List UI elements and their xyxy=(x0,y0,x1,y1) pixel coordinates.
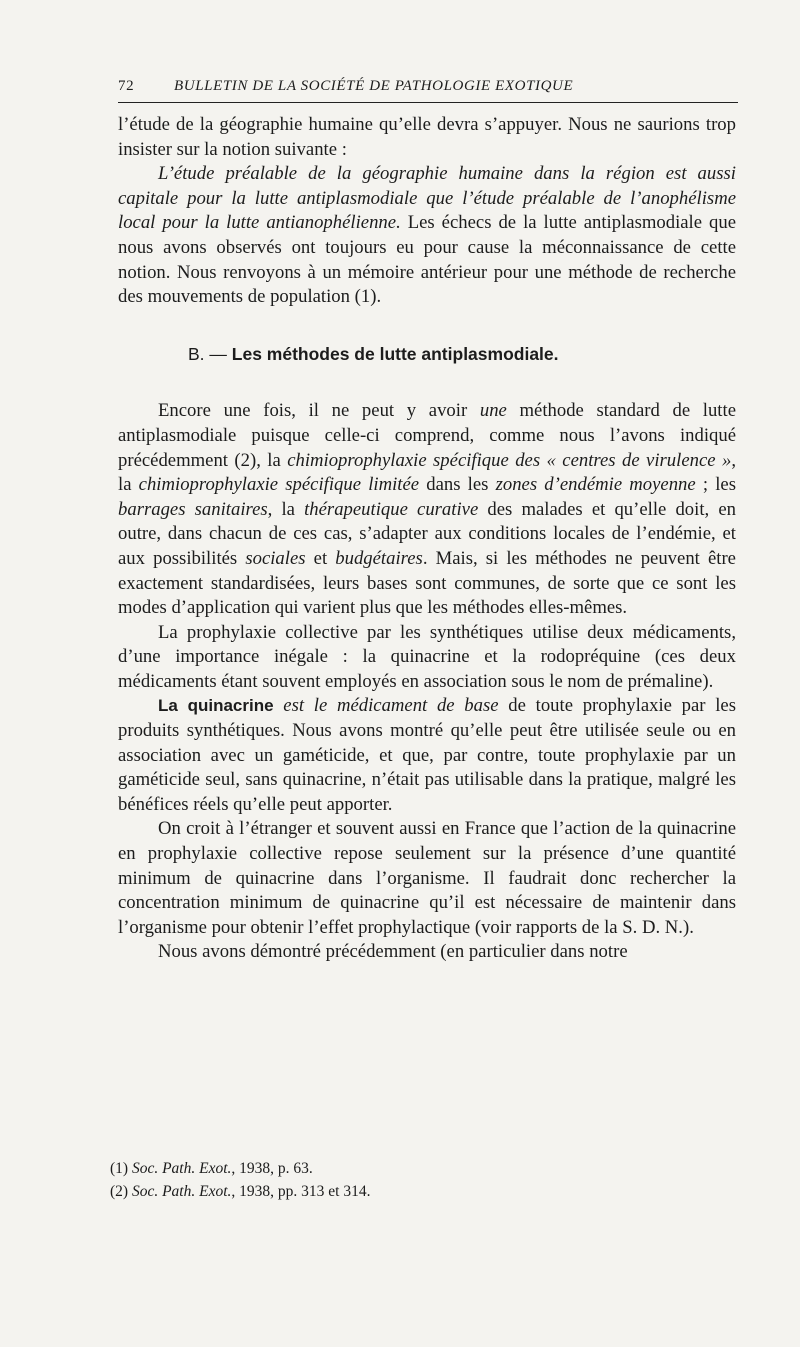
paragraph-6 xyxy=(118,817,736,940)
paragraph-2-text: Les échecs de la lutte antiplasmodiale que nous avons observés ont toujours eu pour cause la méconnaissance de cette notion. Nous renvoyons à un mémoire antérieur pour une méthode de recherche des mouvements de population (1). xyxy=(118,212,736,308)
paragraph-1 xyxy=(118,113,736,162)
running-header xyxy=(118,72,738,103)
paragraph-7 xyxy=(118,940,736,965)
emphasis-statement: L’étude préalable de la géographie humaine dans la région est aussi capitale pour la lutte antiplasmodiale que l’étude préalable de l’anophélisme local pour la lutte antianophélienne. xyxy=(118,163,736,234)
paragraph-4-text: La prophylaxie collective par les synthétiques utilise deux médicaments, d’une importance inégale : la quinacrine et la rodopréquine (ces deux médicaments étant souvent employés en association sous le nom de prémaline). xyxy=(118,621,736,692)
quinacrine-heading: La quinacrine xyxy=(158,696,274,716)
footnote-2-ref: , 1938, pp. 313 et 314. xyxy=(231,1183,371,1200)
p3-i2: chimioprophylaxie spécifique des « centres de virulence » xyxy=(287,449,732,471)
paragraph-3 xyxy=(118,399,736,620)
footnote-1-ref: , 1938, p. 63. xyxy=(231,1160,313,1177)
p3-i3: chimioprophylaxie spécifique limitée xyxy=(138,474,420,496)
paragraph-5-text: de toute prophylaxie par les produits synthétiques. Nous avons montré qu’elle peut être utilisée seule ou en association avec un gaméticide, et que, par contre, toute prophylaxie par un gaméticide seul, sans quinacrine, n’était pas utilisable dans la pratique, malgré les bénéfices réels qu’elle peut apporter. xyxy=(118,695,736,815)
p3-s4: dans les xyxy=(419,474,496,496)
p3-s9: . Mais, si les méthodes ne peuvent être exactement standardisées, leurs bases sont communes, de sorte que ce sont les modes d’application qui varient plus que les méthodes elles-mêmes. xyxy=(118,547,736,619)
section-letter: B. — xyxy=(188,343,232,364)
section-heading xyxy=(118,342,736,367)
p3-i4: zones d’endémie moyenne xyxy=(495,474,696,496)
p3-i7: sociales xyxy=(245,547,306,569)
footnote-2-source: Soc. Path. Exot. xyxy=(131,1183,232,1200)
paragraph-5 xyxy=(118,694,736,817)
p3-i6: thérapeutique curative xyxy=(304,498,479,520)
paragraph-1-text: l’étude de la géographie humaine qu’elle devra s’appuyer. Nous ne saurions trop insister sur la notion suivante : xyxy=(118,114,736,160)
footnote-2 xyxy=(110,1180,730,1203)
footnote-1 xyxy=(110,1157,730,1180)
paragraph-5-emphasis: est le médicament de base xyxy=(273,695,499,717)
p3-s3: , la xyxy=(118,449,736,496)
p3-s2: méthode standard de lutte antiplasmodiale puisque celle-ci comprend, comme nous l’avons indiqué précédemment (2), la xyxy=(118,400,736,471)
footnote-1-source: Soc. Path. Exot. xyxy=(131,1160,232,1177)
footnotes xyxy=(110,1157,730,1203)
p3-s1: Encore une fois, il ne peut y avoir xyxy=(158,400,480,422)
p3-s5: ; les xyxy=(695,474,736,496)
paragraph-7-text: Nous avons démontré précédemment (en particulier dans notre xyxy=(158,941,628,963)
p3-i1: une xyxy=(479,400,507,422)
p3-i5: barrages sanitaires xyxy=(118,498,268,520)
p3-s7: des malades et qu’elle doit, en outre, dans chacun de ces cas, s’adapter aux conditions locales de l’endémie, et aux possibilités xyxy=(118,498,736,569)
footnote-1-number: (1) xyxy=(110,1160,132,1177)
page-number: 72 xyxy=(118,78,135,94)
paragraph-6-text: On croit à l’étranger et souvent aussi en France que l’action de la quinacrine en prophylaxie collective repose seulement sur la présence d’une quantité minimum de quinacrine dans l’organisme. Il faudrait donc rechercher la concentration minimum de quinacrine qu’il est nécessaire de maintenir dans l’organisme pour obtenir l’effet prophylactique (voir rapports de la S. D. N.). xyxy=(118,818,736,938)
p3-i8: budgétaires xyxy=(335,547,423,569)
p3-s8: et xyxy=(305,547,336,569)
paragraph-4 xyxy=(118,621,736,695)
section-title: Les méthodes de lutte antiplasmodiale. xyxy=(231,343,559,364)
p3-s6: , la xyxy=(267,498,305,520)
journal-title: BULLETIN DE LA SOCIÉTÉ DE PATHOLOGIE EXOTIQUE xyxy=(174,78,574,94)
paragraph-2 xyxy=(118,162,736,310)
footnote-2-number: (2) xyxy=(110,1183,132,1200)
body-text xyxy=(118,113,736,965)
